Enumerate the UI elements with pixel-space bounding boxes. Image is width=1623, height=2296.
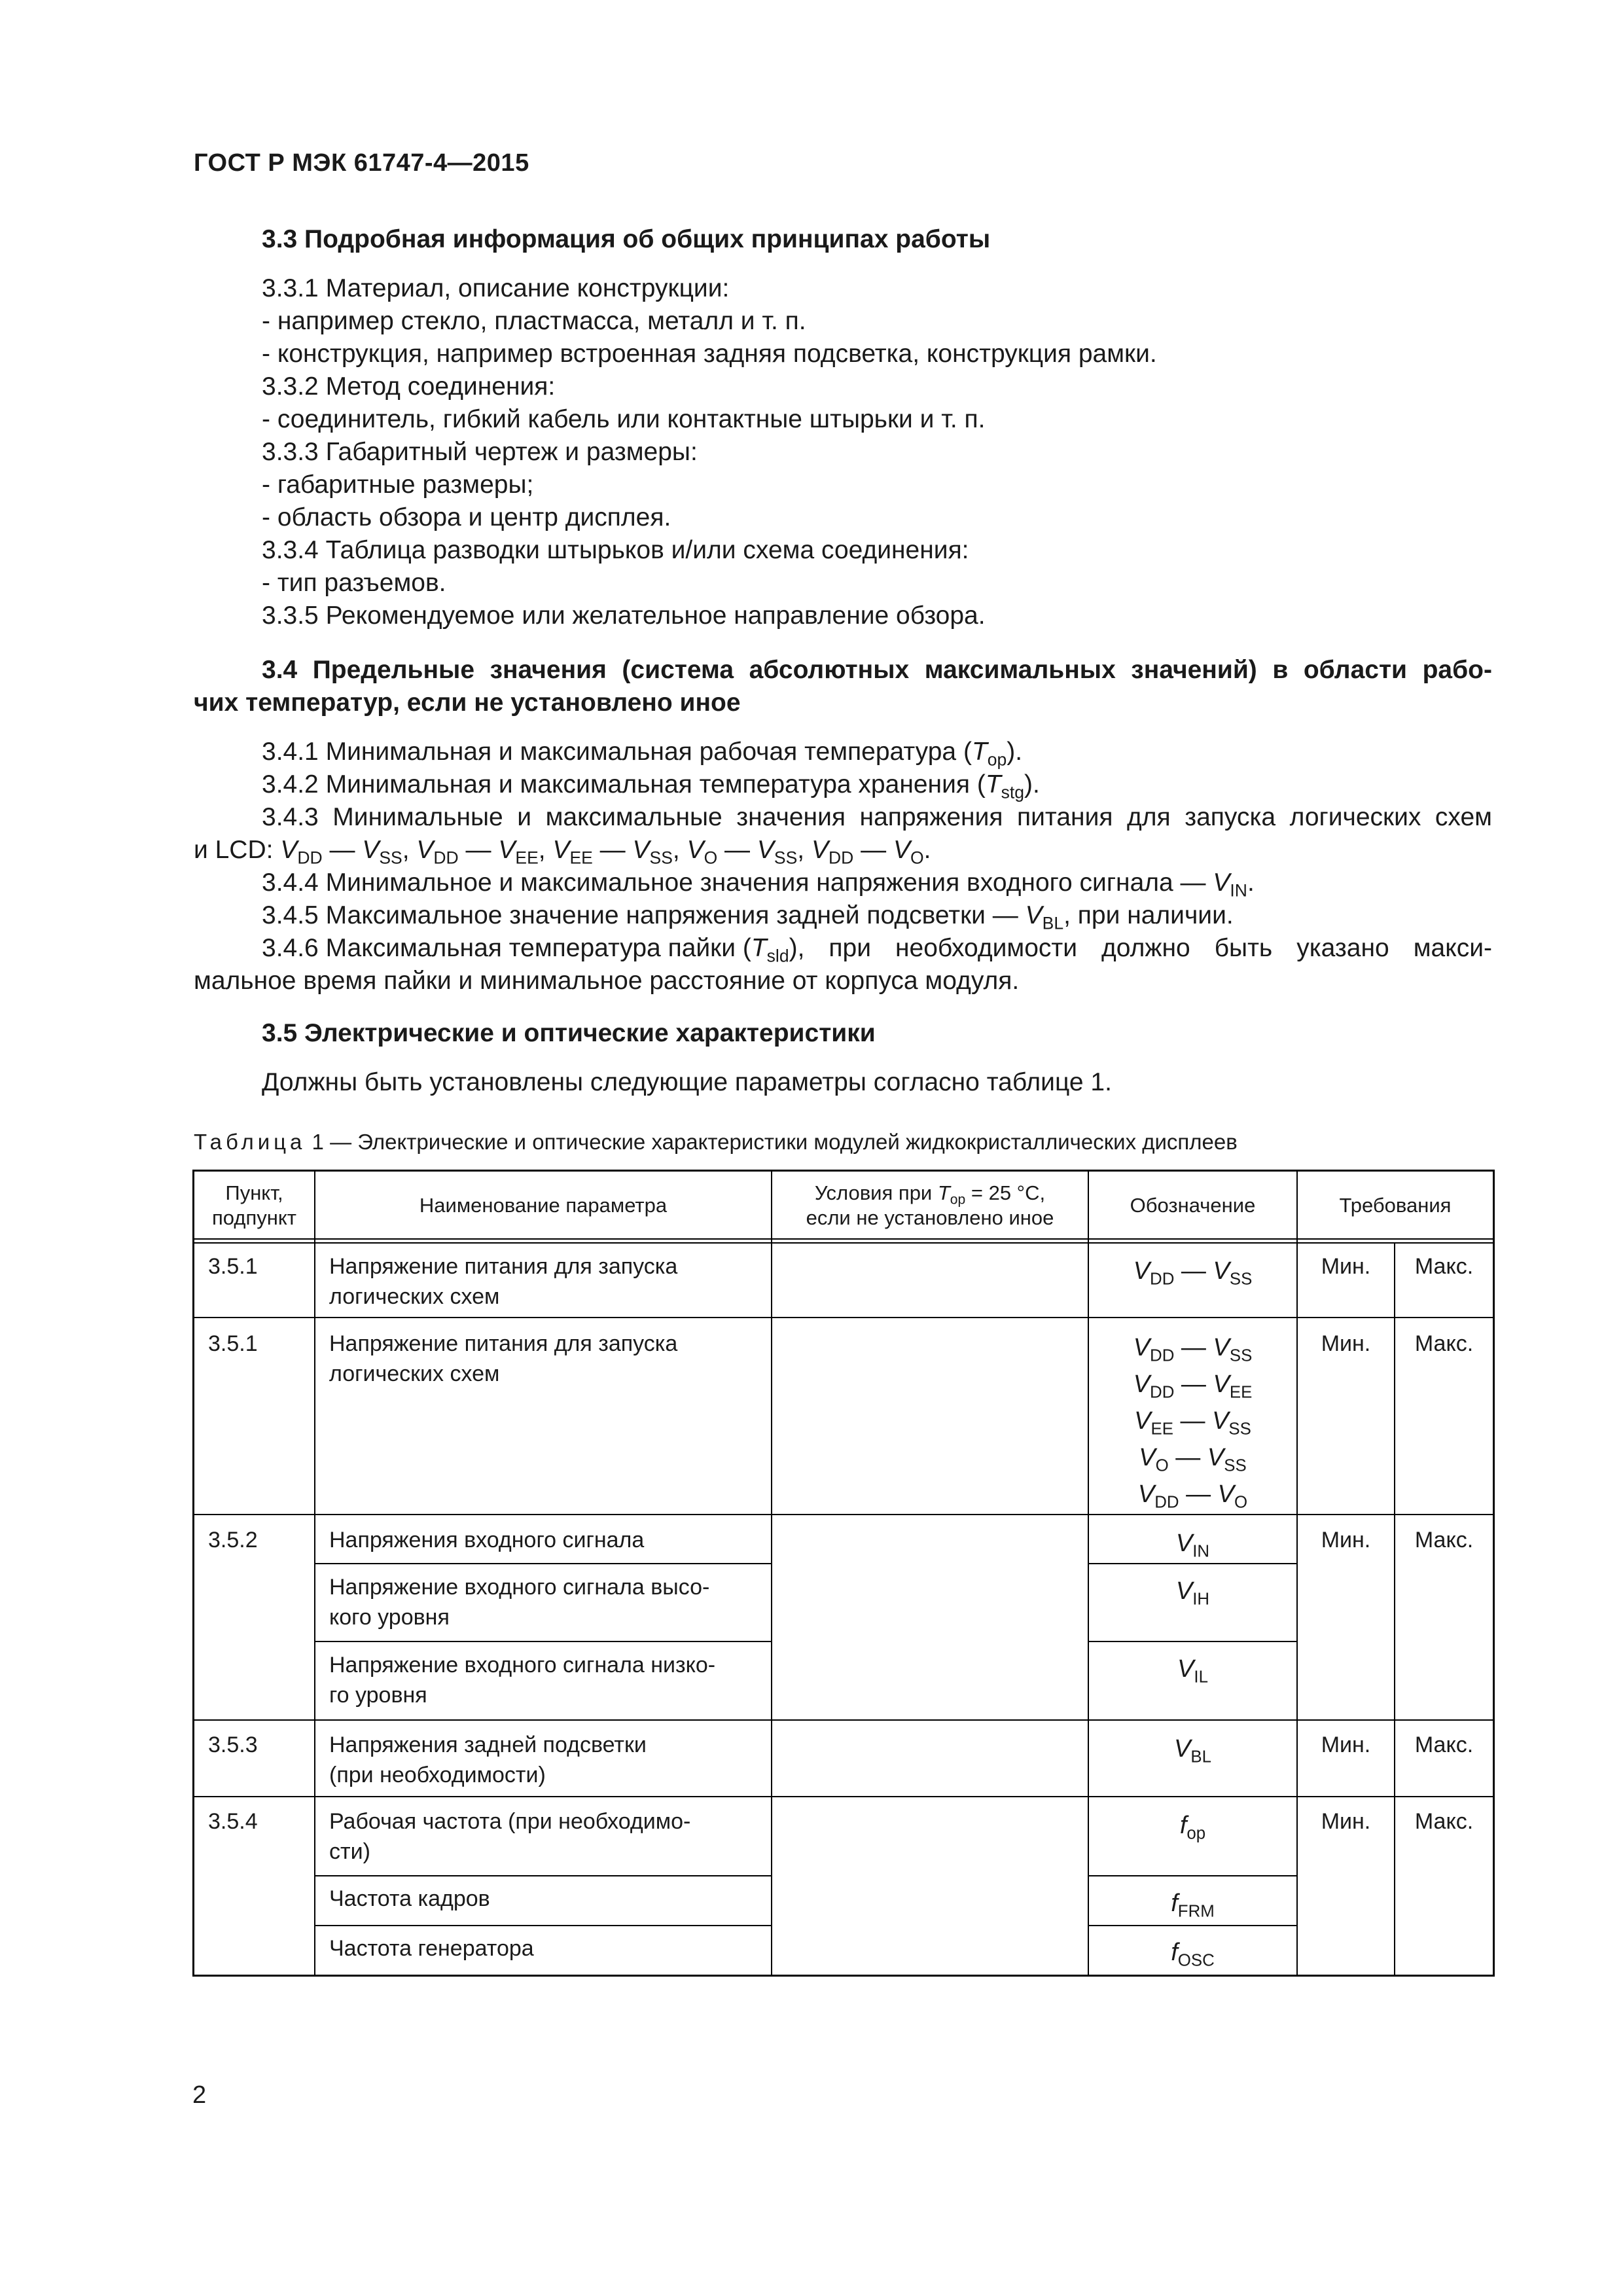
- header-item: Пункт, подпункт: [212, 1181, 296, 1229]
- document-code-header: ГОСТ Р МЭК 61747-4—2015: [194, 149, 529, 177]
- row-line: [314, 1925, 772, 1926]
- table-row-name: Частота кадров: [329, 1886, 490, 1911]
- col-line: [1296, 1170, 1298, 1977]
- row-line: [192, 1796, 1495, 1797]
- table-row-name: Напряжения входного сигнала: [329, 1528, 645, 1552]
- table-row-symbol: $V_{IN}$: [1175, 1530, 1210, 1561]
- s33-line: 3.3.1 Материал, описание конструкции:: [262, 274, 730, 302]
- table-row-item: 3.5.1: [208, 1254, 258, 1279]
- table-border-left: [192, 1170, 194, 1977]
- s33-line: 3.3.4 Таблица разводки штырьков и/или схема соединения:: [262, 536, 969, 564]
- max-cell: Макс.: [1414, 1809, 1474, 1834]
- row-line: [1088, 1925, 1298, 1926]
- header-rule: [192, 1242, 1495, 1244]
- s34-p6-line1: 3.4.6 Максимальная температура пайки ( $T_{sld}$ ), при необходимости должно быть указано макси-: [262, 934, 1492, 966]
- max-cell: Макс.: [1414, 1254, 1474, 1279]
- max-cell: Макс.: [1414, 1732, 1474, 1757]
- min-cell: Мин.: [1321, 1528, 1371, 1552]
- col-line: [771, 1170, 772, 1977]
- s34-p6-line2: мальное время пайки и минимальное расстояние от корпуса модуля.: [194, 967, 1020, 995]
- row-line: [314, 1641, 772, 1642]
- table-border-right: [1493, 1170, 1495, 1977]
- header-rule: [192, 1238, 1495, 1240]
- table-row-name: Напряжение входного сигнала низко- го уровня: [329, 1653, 716, 1708]
- min-cell: Мин.: [1321, 1331, 1371, 1356]
- section-3-4-heading: 3.4 Предельные значения (система абсолютных максимальных значений) в области рабо-: [262, 656, 1492, 684]
- table-row-item: 3.5.1: [208, 1331, 258, 1356]
- row-line: [1088, 1641, 1298, 1642]
- s33-line: - габаритные размеры;: [262, 471, 534, 499]
- table-row-symbol: $V_{IH}$: [1175, 1577, 1210, 1609]
- row-line: [1088, 1875, 1298, 1876]
- row-line: [314, 1563, 772, 1564]
- section-3-4-heading-cont: чих температур, если не установлено иное: [194, 689, 741, 717]
- table-row-name: Напряжение входного сигнала высо- кого уровня: [329, 1575, 710, 1630]
- s33-line: 3.3.5 Рекомендуемое или желательное направление обзора.: [262, 601, 986, 630]
- min-cell: Мин.: [1321, 1254, 1371, 1279]
- row-line: [314, 1875, 772, 1876]
- s33-line: - например стекло, пластмасса, металл и т. п.: [262, 307, 806, 335]
- table-row-name: Напряжение питания для запуска логических схем: [329, 1331, 678, 1386]
- table-row-item: 3.5.4: [208, 1809, 258, 1834]
- s34-p2: 3.4.2 Минимальная и максимальная температура хранения $(T_{stg})$.: [262, 770, 1040, 802]
- table-row-symbol: $f_{op}$: [1179, 1812, 1206, 1843]
- table-row-item: 3.5.2: [208, 1528, 258, 1552]
- table-row-symbol: $V_{BL}$: [1174, 1735, 1211, 1767]
- row-line: [192, 1719, 1495, 1721]
- table-row-name: Напряжения задней подсветки (при необходимости): [329, 1732, 647, 1787]
- min-cell: Мин.: [1321, 1732, 1371, 1757]
- table-caption: Таблица 1 — Электрические и оптические характеристики модулей жидкокристаллических дисплеев: [194, 1130, 1238, 1154]
- s34-p3-line1: 3.4.3 Минимальные и максимальные значения напряжения питания для запуска логических схем: [262, 803, 1492, 831]
- col-line: [314, 1170, 315, 1977]
- header-requirements: Требования: [1339, 1194, 1452, 1217]
- section-3-3-heading: 3.3 Подробная информация об общих принципах работы: [262, 225, 991, 253]
- table-row-symbol: $V_{IL}$: [1177, 1655, 1208, 1687]
- table-row-symbol: $V_{DD}$ — $V_{SS}$: [1133, 1257, 1253, 1289]
- header-conditions: Условия при $T_{op} = 25$ °C, если не установлено иное: [806, 1181, 1054, 1229]
- max-cell: Макс.: [1414, 1331, 1474, 1356]
- s34-p5: 3.4.5 Максимальное значение напряжения задней подсветки — $V_{BL}$, при наличии.: [262, 901, 1234, 933]
- section-3-5-heading: 3.5 Электрические и оптические характеристики: [262, 1019, 876, 1047]
- table-row-name: Рабочая частота (при необходимо- сти): [329, 1809, 691, 1864]
- table-border-top: [192, 1170, 1495, 1172]
- s33-line: - соединитель, гибкий кабель или контактные штырьки и т. п.: [262, 405, 986, 433]
- page-number: 2: [192, 2081, 207, 2109]
- s33-line: 3.3.2 Метод соединения:: [262, 372, 556, 401]
- s33-line: - область обзора и центр дисплея.: [262, 503, 671, 531]
- s34-p3-line2: и LCD: $V_{DD}$ — $V_{SS}$, $V_{DD}$ — $V_{EE}$, $V_{EE}$ — $V_{SS}$, $V_O$ — $V_{SS}$, $V_{DD}$ — $V_O$.: [194, 836, 931, 868]
- header-symbol: Обозначение: [1130, 1194, 1256, 1217]
- s33-line: - конструкция, например встроенная задняя подсветка, конструкция рамки.: [262, 340, 1157, 368]
- table-row-name: Частота генератора: [329, 1936, 534, 1961]
- table-row-item: 3.5.3: [208, 1732, 258, 1757]
- table-row-symbol-list: $V_{DD}$ — $V_{SS}$ $V_{DD}$ — $V_{EE}$ $V_{EE}$ — $V_{SS}$ $V_O$ — $V_{SS}$ $V_{DD}$ — $V_O$: [1133, 1334, 1253, 1512]
- header-parameter-name: Наименование параметра: [419, 1194, 668, 1217]
- max-cell: Макс.: [1414, 1528, 1474, 1552]
- row-line: [192, 1514, 1495, 1515]
- table-row-symbol: $f_{FRM}$: [1171, 1890, 1215, 1921]
- table-row-name: Напряжение питания для запуска логических схем: [329, 1254, 678, 1309]
- s34-p4: 3.4.4 Минимальное и максимальное значения напряжения входного сигнала — $V_{IN}$.: [262, 869, 1255, 901]
- row-line: [192, 1317, 1495, 1318]
- table-border-bottom: [192, 1975, 1495, 1977]
- row-line: [1088, 1563, 1298, 1564]
- s33-line: - тип разъемов.: [262, 569, 446, 597]
- min-cell: Мин.: [1321, 1809, 1371, 1834]
- s33-line: 3.3.3 Габаритный чертеж и размеры:: [262, 438, 698, 466]
- s35-intro: Должны быть установлены следующие параметры согласно таблице 1.: [262, 1068, 1112, 1096]
- s34-p1: 3.4.1 Минимальная и максимальная рабочая температура $(T_{op})$.: [262, 738, 1023, 770]
- table-row-symbol: $f_{OSC}$: [1171, 1939, 1215, 1970]
